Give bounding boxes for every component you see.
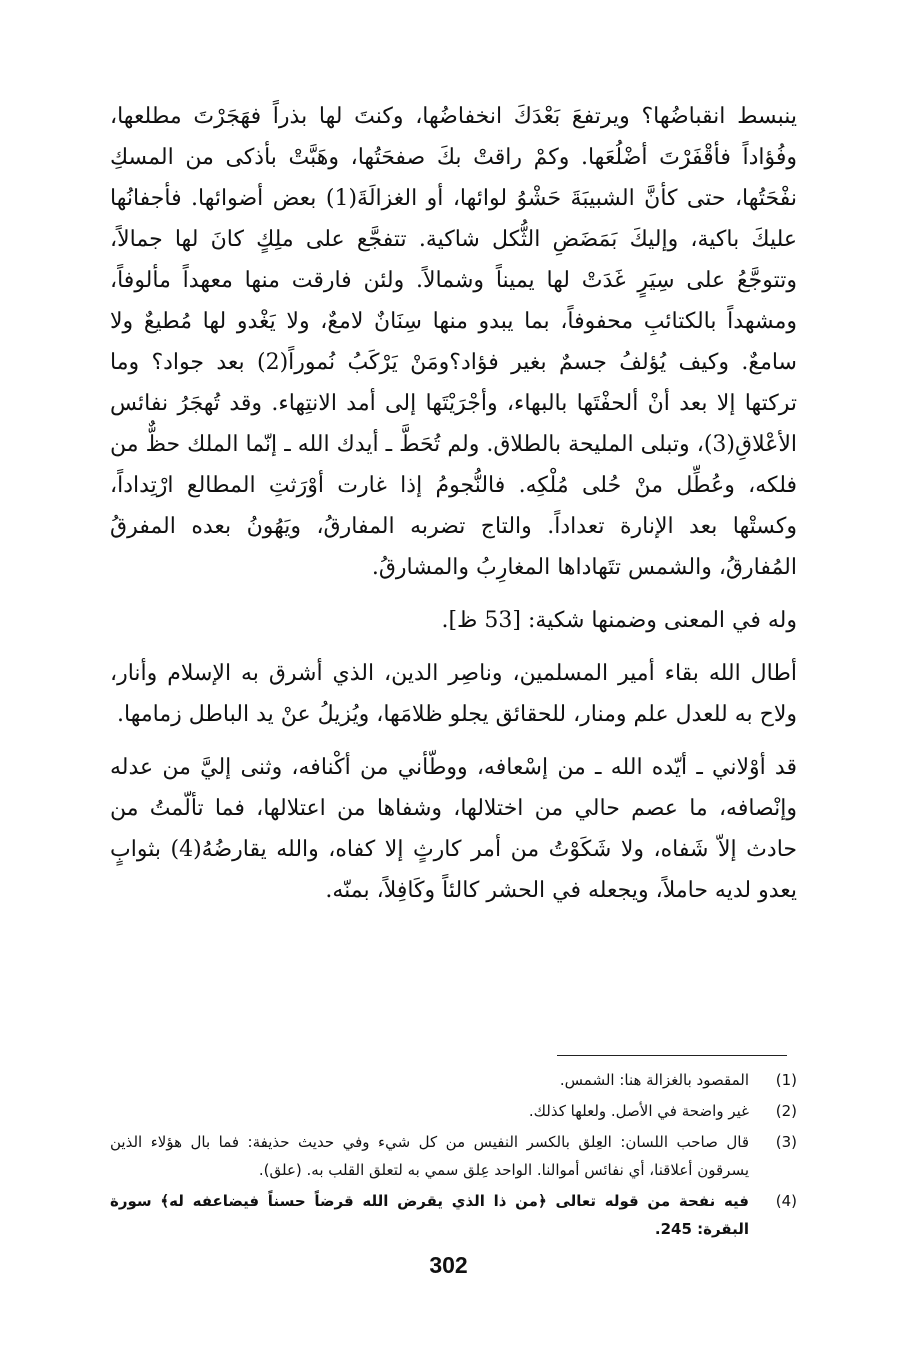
footnote-4 (110, 1187, 797, 1243)
footnote-text: قال صاحب اللسان: العِلق بالكسر النفيس من كل شيء وفي حديث حذيفة: فما بال هؤلاء الذين يسرقون أعلاقنا، أي نفائس أموالنا. الواحد عِلق سمي به لتعلق القلب به. (علق). (110, 1133, 749, 1179)
paragraph-2: وله في المعنى وضمنها شكية: [53 ظ]. (441, 608, 797, 633)
footnote-number: (1) (775, 1071, 797, 1089)
paragraph-3: أطال الله بقاء أمير المسلمين، وناصِر الدين، الذي أشرق به الإسلام وأنار، ولاح به للعدل علم ومنار، للحقائق يجلو ظلامَها، ويُزيلُ عنْ يد الباطل زمامها. (110, 661, 797, 727)
footnote-number: (2) (775, 1102, 797, 1120)
footnote-text: غير واضحة في الأصل. ولعلها كذلك. (528, 1102, 749, 1120)
main-text (110, 96, 797, 911)
footnote-number: (4) (775, 1192, 797, 1210)
footnote-2 (110, 1097, 797, 1125)
footnote-text: فيه نفحة من قوله تعالى ﴿من ذا الذي يقرض الله قرضاً حسناً فيضاعفه له﴾ سورة البقرة: 245. (110, 1192, 749, 1238)
paragraph-4: قد أوْلاني ـ أيّده الله ـ من إسْعافه، ووطّأني من أكْنافه، وثنى إليَّ من عدله وإنْصافه، ما عصم حالي من اختلالها، وشفاها من اعتلالها، فما تألّمتُ من حادث إلاّ شَفاه، ولا شَكَوْتُ من أمر كارثٍ إلا كفاه، والله يقارضُهُ(4) بثوابٍ يعدو لديه حاملاً، ويجعله في الحشر كالئاً وكَافِلاً، بمنّه. (110, 755, 797, 903)
page-number: 302 (429, 1252, 468, 1278)
footnotes (110, 1066, 797, 1246)
footnote-1 (110, 1066, 797, 1094)
paragraph-1: ينبسط انقباضُها؟ ويرتفعَ بَعْدَكَ انخفاضُها، وكنتَ لها بذراً فهَجَرْتَ مطلعها، وفُؤاداً فأقْفَرْتَ أضْلُعَها. وكمْ راقتْ بكَ صفحَتُها، وهَبَّتْ بأذكى من المسكِ نفْحَتُها، حتى كأنَّ الشبيبَةَ حَشْوُ لوائها، أو الغزالَةَ(1) بعض أضوائها. فأجفانُها عليكَ باكية، وإليكَ بَمَضَضِ الثُّكل شاكية. تتفجَّع على ملِكٍ كانَ لها جمالاً، وتتوجَّعُ على سِيَرٍ غَدَتْ لها يميناً وشمالاً. ولئن فارقت منها معهداً مألوفاً، ومشهداً بالكتائبِ محفوفاً، بما يبدو منها سِنَانٌ لامعٌ، ولا يَغْدو لها مُطيعٌ ولا سامعٌ. وكيف يُؤلفُ جسمٌ بغير فؤاد؟ومَنْ يَرْكَبُ نُموراً(2) بعد جواد؟ وما تركتها إلا بعد أنْ ألحفْتَها بالبهاء، وأجْرَيْتَها إلى أمد الانتِهاء. وقد تُهجَرُ نفائس الأعْلاقِ(3)، وتبلى المليحة بالطلاق. ولم تُحَطَّ ـ أيدك الله ـ إنّما الملك حظٌّ من فلكه، وعُطِّل منْ حُلى مُلْكِه. فالنُّجومُ إذا غارت أوْرَثتِ المطالع ارْتِداداً، وكستْها بعد الإنارة تعداداً. والتاج تضربه المفارقُ، ويَهُونُ بعده المفرقُ المُفارقُ، والشمس تتَهاداها المغارِبُ والمشارقُ. (110, 104, 797, 580)
footnote-divider (557, 1055, 787, 1056)
footnote-number: (3) (775, 1133, 797, 1151)
footnote-text: المقصود بالغزالة هنا: الشمس. (559, 1071, 749, 1089)
footnote-3 (110, 1128, 797, 1184)
